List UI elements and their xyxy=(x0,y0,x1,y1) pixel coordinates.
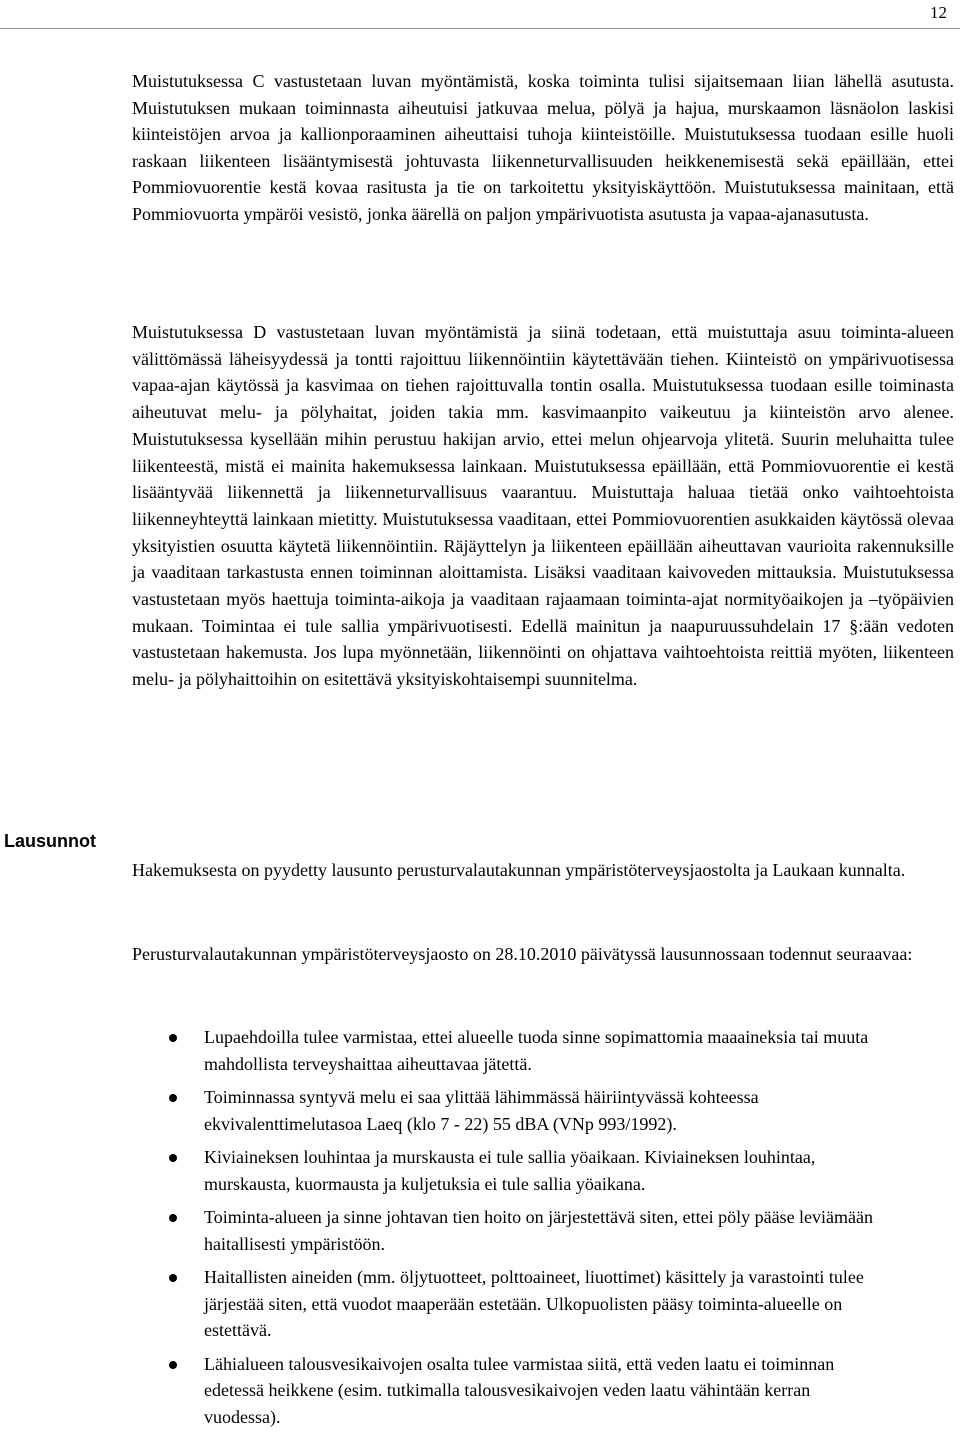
bullet-icon xyxy=(169,1361,177,1369)
list-item xyxy=(132,1084,876,1137)
bullet-icon xyxy=(169,1094,177,1102)
list-item-text: Toiminnassa syntyvä melu ei saa ylittää lähimmässä häiriintyvässä kohteessa ekvivalenttimelutasoa Laeq (klo 7 - 22) 55 dBA (VNp 993/1992). xyxy=(204,1087,759,1134)
bullet-icon xyxy=(169,1274,177,1282)
list-item xyxy=(132,1144,876,1197)
list-item-text: Lähialueen talousvesikaivojen osalta tulee varmistaa siitä, että veden laatu ei toiminnan edetessä heikkene (esim. tutkimalla talousvesikaivojen veden laatu vähintään kerran vuodessa). xyxy=(204,1353,835,1427)
list-item xyxy=(132,1351,876,1431)
bullet-icon xyxy=(169,1154,177,1162)
list-item-text: Toiminta-alueen ja sinne johtavan tien hoito on järjestettävä siten, ettei pöly pääse leviämään haitallisesti ympäristöön. xyxy=(204,1207,874,1254)
bullet-icon xyxy=(169,1034,177,1042)
list-item-text: Kiviaineksen louhintaa ja murskausta ei tule sallia yöaikaan. Kiviaineksen louhintaa, murskausta, kuormausta ja kuljetuksia ei tule sallia yöaikana. xyxy=(204,1147,816,1194)
list-item xyxy=(132,1204,876,1257)
section-label-lausunnot: Lausunnot xyxy=(4,831,96,851)
paragraph-muistutus-c: Muistutuksessa C vastustetaan luvan myöntämistä, koska toiminta tulisi sijaitsemaan liian lähellä asutusta. Muistutuksen mukaan toiminnasta aiheutuisi jatkuvaa melua, pölyä ja hajua, murskaamon läsnäolon laskisi kiinteistöjen arvoa ja kallionporaaminen aiheuttaisi tuhoja kiinteistöille. Muistutuksessa tuodaan esille huoli raskaan liikenteen lisääntymisestä johtuvasta liikenneturvallisuuden heikkenemisestä sekä epäillään, ettei Pommiovuorentie kestä kovaa rasitusta ja tie on tarkoitettu yksityiskäyttöön. Muistutuksessa mainitaan, että Pommiovuorta ympäröi vesistö, jonka äärellä on paljon ympärivuotista asutusta ja vapaa-ajanasutusta. xyxy=(132,71,954,224)
paragraph-ymparistoterveysjaosto-intro: Perusturvalautakunnan ympäristöterveysjaosto on 28.10.2010 päivätyssä lausunnossaan todennut seuraavaa: xyxy=(132,944,913,964)
statement-bullet-list xyxy=(132,1024,954,1437)
paragraph-muistutus-d: Muistutuksessa D vastustetaan luvan myöntämistä ja siinä todetaan, että muistuttaja asuu toiminta-alueen välittömässä läheisyydessä ja tontti rajoittuu liikennöintiin käytettävään tiehen. Kiinteistö on ympärivuotisessa vapaa-ajan käytössä ja kasvimaa on tiehen rajoittuvalla tontin osalla. Muistutuksessa tuodaan esille toiminasta aiheutuvat melu- ja pölyhaitat, joiden takia mm. kasvimaanpito vaikeutuu ja kiinteistön arvo alenee. Muistutuksessa kysellään mihin perustuu hakijan arvio, ettei melun ohjearvoja ylitetä. Suurin meluhaitta tulee liikenteestä, mistä ei mainita hakemuksessa lainkaan. Muistutuksessa epäillään, että Pommiovuorentie ei kestä lisääntyvää liikennettä ja liikenneturvallisuus vaarantuu. Muistuttaja haluaa tietää onko vaihtoehtoista liikenneyhteyttä lainkaan mietitty. Muistutuksessa vaaditaan, ettei Pommiovuorentien asukkaiden käytössä olevaa yksityistien osuutta käytetä liikennöintiin. Räjäyttelyn ja liikenteen epäillään aiheuttavan vaurioita rakennuksille ja vaaditaan tarkastusta ennen toiminnan aloittamista. Lisäksi vaaditaan kaivoveden mittauksia. Muistutuksessa vastustetaan myös haettuja toiminta-aikoja ja vaaditaan rajaamaan toiminta-ajat normityöaikojen ja –työpäivien mukaan. Toimintaa ei tule sallia ympärivuotisesti. Edellä mainitun ja naapuruussuhdelain 17 §:ään vedoten vastustetaan hakemusta. Jos lupa myönnetään, liikennöinti on ohjattava vaihtoehtoista reittiä myöten, liikenteen melu- ja pölyhaittoihin on esitettävä yksityiskohtaisempi suunnitelma. xyxy=(132,322,954,690)
list-item-text: Lupaehdoilla tulee varmistaa, ettei alueelle tuoda sinne sopimattomia maaaineksia tai muuta mahdollista terveyshaittaa aiheuttavaa jätettä. xyxy=(204,1027,869,1074)
paragraph-lausunto-request: Hakemuksesta on pyydetty lausunto perusturvalautakunnan ympäristöterveysjaostolta ja Laukaan kunnalta. xyxy=(132,860,906,880)
bullet-icon xyxy=(169,1214,177,1222)
header-rule xyxy=(0,28,960,29)
list-item xyxy=(132,1024,876,1077)
page-number: 12 xyxy=(930,3,947,22)
list-item-text: Haitallisten aineiden (mm. öljytuotteet, polttoaineet, liuottimet) käsittely ja varastointi tulee järjestää siten, että vuodot maaperään estetään. Ulkopuolisten pääsy toiminta-alueelle on estettävä. xyxy=(204,1267,864,1340)
list-item xyxy=(132,1264,876,1344)
